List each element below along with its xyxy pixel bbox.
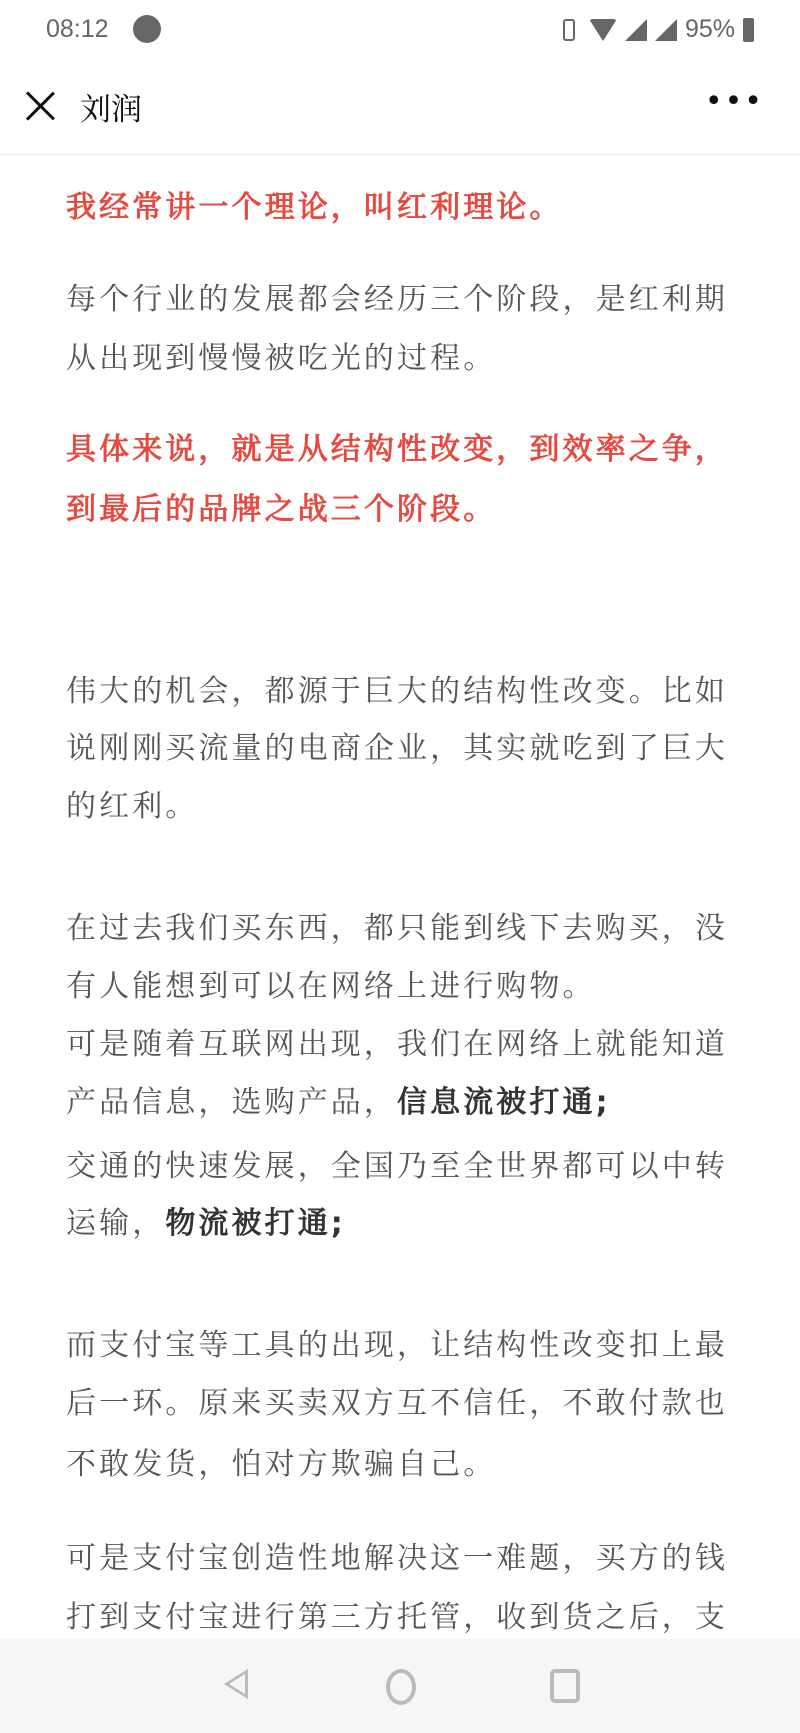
title-bar [0,62,800,155]
battery-icon [743,18,754,42]
paragraph-line [66,1195,346,1253]
paragraph-line: 不敢发货，怕对方欺骗自己。 [66,1447,497,1482]
paragraph-line: 可是支付宝创造性地解决这一难题，买方的钱 [66,1541,728,1576]
navigation-bar [0,1639,800,1733]
page-title: 刘润 [80,92,142,128]
signal-icon [625,19,647,41]
highlight-text: 我经常讲一个理论，叫红利理论。 [66,190,563,225]
paragraph-line: 每个行业的发展都会经历三个阶段，是红利期 [66,282,728,317]
paragraph-line: 在过去我们买东西，都只能到线下去购买，没 [66,911,728,946]
vibrate-icon [563,19,575,41]
highlight-text: 具体来说，就是从结构性改变，到效率之争， [66,432,728,467]
recent-apps-icon[interactable] [550,1669,580,1703]
signal-icon-2 [655,19,677,41]
bold-text: 信息流被打通; [397,1085,611,1120]
paragraph-line: 后一环。原来买卖双方互不信任，不敢付款也 [66,1386,728,1421]
paragraph-line: 说刚刚买流量的电商企业，其实就吃到了巨大 [66,731,728,766]
paragraph-line: 可是随着互联网出现，我们在网络上就能知道 [66,1027,728,1062]
bold-text: 物流被打通; [165,1206,346,1241]
status-time: 08:12 [46,15,109,43]
back-icon[interactable] [224,1669,248,1699]
status-bar [0,0,800,58]
text-span: 运输， [66,1206,166,1241]
paragraph-line [66,1074,611,1132]
paragraph-line: 交通的快速发展，全国乃至全世界都可以中转 [66,1149,728,1184]
paragraph-line: 有人能想到可以在网络上进行购物。 [66,969,596,1004]
paragraph-line: 的红利。 [66,789,199,824]
wifi-icon [589,19,617,41]
paragraph-line: 而支付宝等工具的出现，让结构性改变扣上最 [66,1328,728,1363]
battery-percent: 95% [684,15,735,43]
home-icon[interactable] [386,1669,416,1705]
paragraph-line: 从出现到慢慢被吃光的过程。 [66,341,497,376]
app-notification-icon [133,15,161,43]
text-span: 产品信息，选购产品， [66,1085,397,1120]
paragraph-line: 打到支付宝进行第三方托管，收到货之后，支 [66,1600,728,1635]
more-options-button[interactable]: ••• [704,84,764,119]
close-icon[interactable] [24,90,56,122]
status-icons [557,15,754,44]
paragraph-line: 伟大的机会，都源于巨大的结构性改变。比如 [66,674,728,709]
highlight-text: 到最后的品牌之战三个阶段。 [66,492,497,527]
